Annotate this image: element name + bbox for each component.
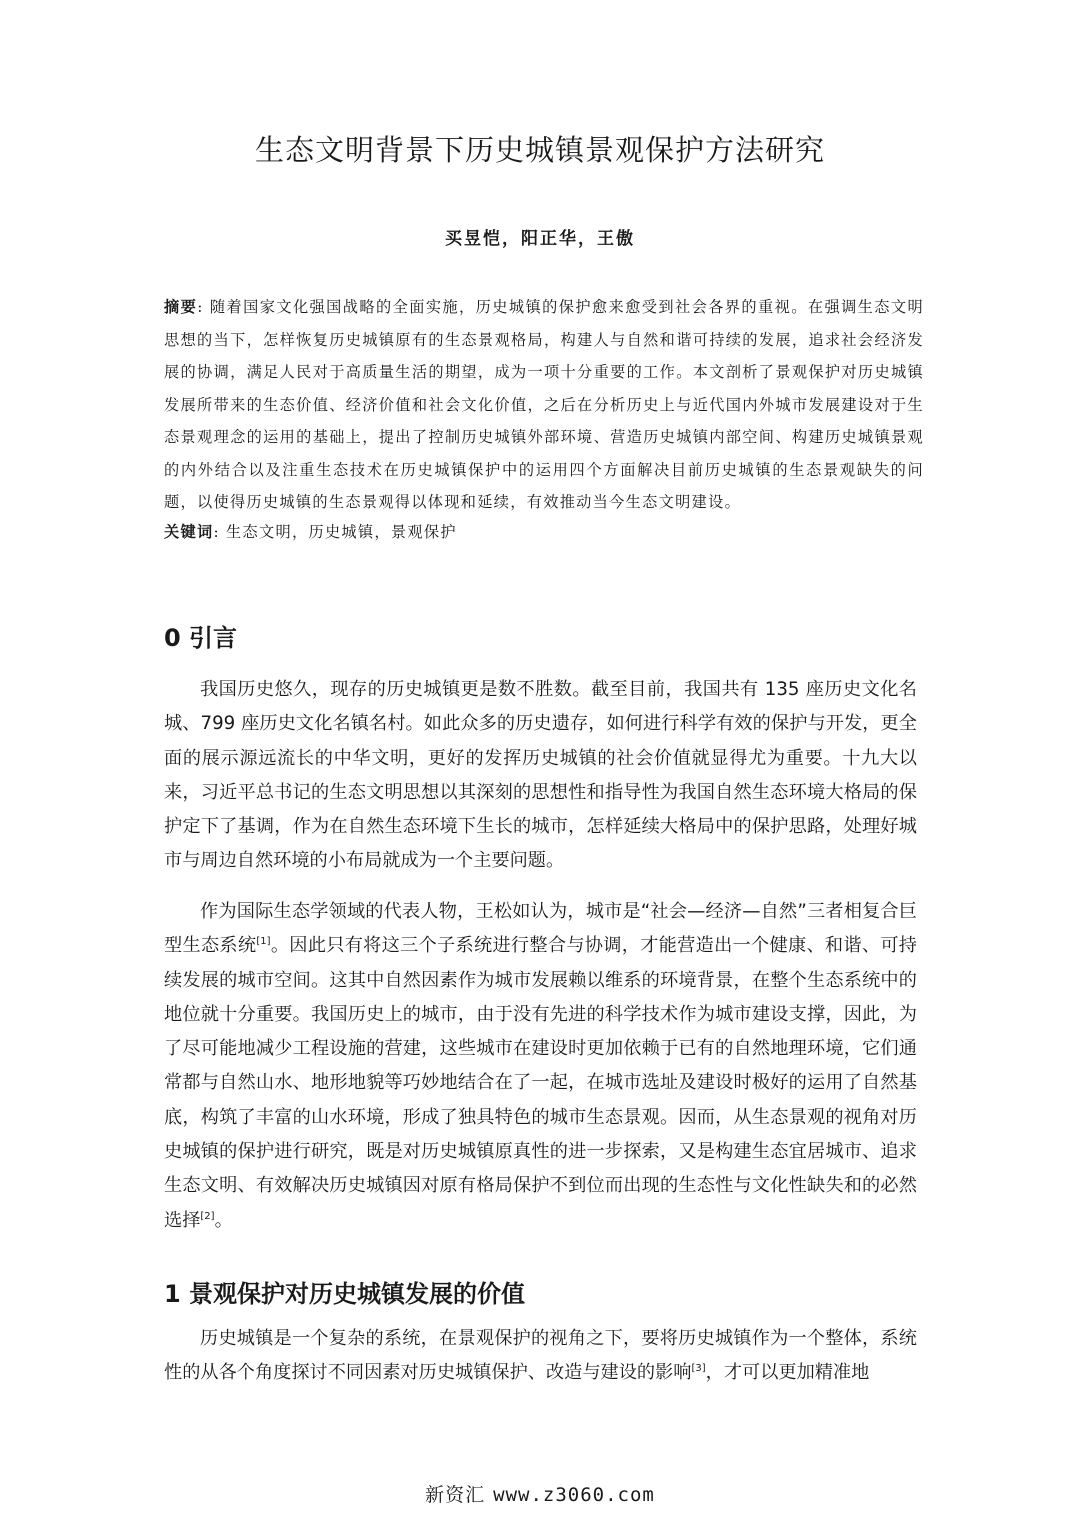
footer-watermark	[0, 1480, 1080, 1507]
citation-ref[interactable]: [3]	[691, 1363, 706, 1375]
paragraph-text: 历史城镇是一个复杂的系统，在景观保护的视角之下，要将历史城镇作为一个整体，系统性的从各个角度探讨不同因素对历史城镇保护、改造与建设的影响	[164, 1328, 917, 1384]
paragraph-text: 。	[214, 1209, 233, 1231]
citation-ref[interactable]: [1]	[256, 936, 271, 948]
footer-site-url[interactable]: www.z3060.com	[493, 1484, 655, 1506]
abstract	[164, 291, 924, 519]
paragraph	[164, 1322, 917, 1391]
section-heading-introduction: 0 引言	[164, 624, 238, 652]
paragraph: 我国历史悠久，现存的历史城镇更是数不胜数。截至目前，我国共有 135 座历史文化名城、799 座历史文化名镇名村。如此众多的历史遗存，如何进行科学有效的保护与开发，更全面的展示源远流长的中华文明，更好的发挥历史城镇的社会价值就显得尤为重要。十九大以来，习近平总书记的生态文明思想以其深刻的思想性和指导性为我国自然生态环境大格局的保护定下了基调，作为在自然生态环境下生长的城市，怎样延续大格局中的保护思路，处理好城市与周边自然环境的小布局就成为一个主要问题。	[164, 679, 917, 872]
keywords-label: 关键词	[164, 523, 214, 541]
keywords-text: : 生态文明，历史城镇，景观保护	[213, 523, 457, 541]
paragraph-text: 作为国际生态学领域的代表人物，王松如认为，城市是“社会—经济—自然”三者相复合巨型生态系统	[164, 901, 917, 957]
paragraph-text: ，才可以更加精准地	[705, 1362, 870, 1384]
section-heading-value: 1 景观保护对历史城镇发展的价值	[164, 1280, 526, 1308]
paper-authors: 买昱恺，阳正华，王傲	[445, 229, 635, 249]
citation-ref[interactable]: [2]	[200, 1210, 215, 1222]
paragraph	[164, 895, 917, 1238]
paragraph-text: 。因此只有将这三个子系统进行整合与协调，才能营造出一个健康、和谐、可持续发展的城市空间。这其中自然因素作为城市发展赖以维系的环境背景，在整个生态系统中的地位就十分重要。我国历史上的城市，由于没有先进的科学技术作为城市建设支撑，因此，为了尽可能地减少工程设施的营建，这些城市在建设时更加依赖于已有的自然地理环境，它们通常都与自然山水、地形地貌等巧妙地结合在了一起，在城市选址及建设时极好的运用了自然基底，构筑了丰富的山水环境，形成了独具特色的城市生态景观。因而，从生态景观的视角对历史城镇的保护进行研究，既是对历史城镇原真性的进一步探索，又是构建生态宜居城市、追求生态文明、有效解决历史城镇因对原有格局保护不到位而出现的生态性与文化性缺失和的必然选择	[164, 935, 917, 1231]
abstract-text: : 随着国家文化强国战略的全面实施，历史城镇的保护愈来愈受到社会各界的重视。在强调生态文明思想的当下，怎样恢复历史城镇原有的生态景观格局，构建人与自然和谐可持续的发展，追求社会经济发展的协调，满足人民对于高质量生活的期望，成为一项十分重要的工作。本文剖析了景观保护对历史城镇发展所带来的生态价值、经济价值和社会文化价值，之后在分析历史上与近代国内外城市发展建设对于生态景观理念的运用的基础上，提出了控制历史城镇外部环境、营造历史城镇内部空间、构建历史城镇景观的内外结合以及注重生态技术在历史城镇保护中的运用四个方面解决目前历史城镇的生态景观缺失的问题，以使得历史城镇的生态景观得以体现和延续，有效推动当今生态文明建设。	[164, 298, 924, 511]
keywords	[164, 517, 924, 547]
footer-site-name: 新资汇	[425, 1484, 486, 1506]
abstract-label: 摘要	[164, 298, 198, 316]
paper-title: 生态文明背景下历史城镇景观保护方法研究	[254, 133, 825, 167]
